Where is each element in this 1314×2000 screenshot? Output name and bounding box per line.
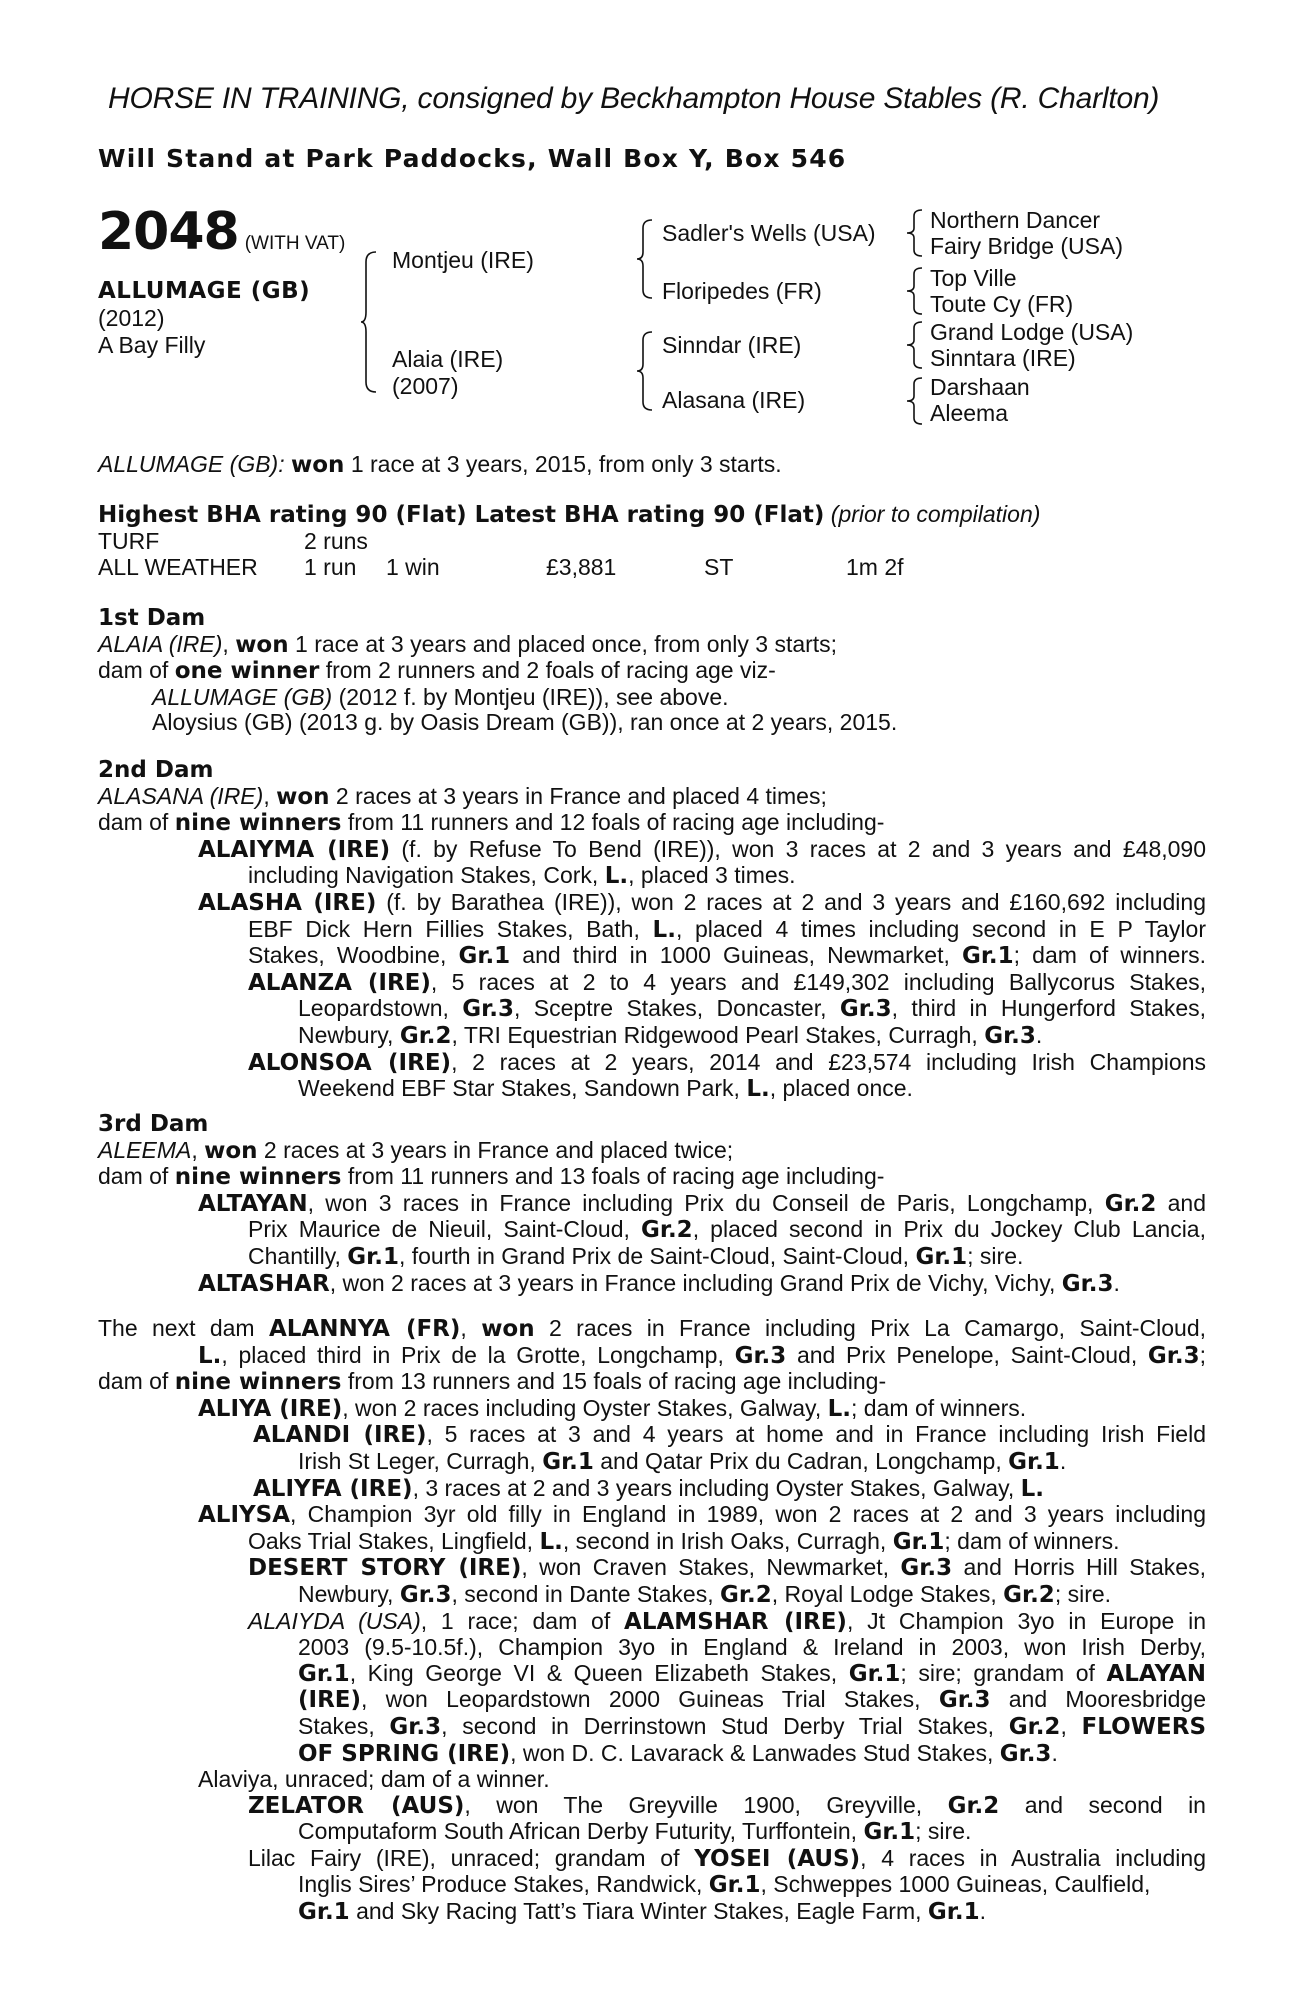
text-nextdam-c2a: ALANDI (IRE) bbox=[253, 1422, 427, 1449]
lot-number-block bbox=[98, 202, 345, 262]
horse-description: A Bay Filly bbox=[98, 332, 206, 358]
text-dam1-l1d: 1 race at 3 years and placed once, from only 3 starts; bbox=[288, 630, 838, 657]
aw-wins: 1 win bbox=[386, 553, 440, 580]
aw-label: ALL WEATHER bbox=[98, 553, 258, 580]
text-nextdam-l3a: dam of bbox=[98, 1368, 175, 1395]
third-dam-section bbox=[98, 1112, 1206, 1297]
turf-runs: 2 runs bbox=[304, 527, 368, 554]
text-line bbox=[98, 1555, 1206, 1582]
text-dam2-a2a: ALASHA (IRE) bbox=[198, 889, 377, 916]
text-nextdam-c6e: 2003 (9.5-10.5f.), Champion 3yo in England & Ireland in 2003, won Irish Derby, bbox=[298, 1634, 1206, 1661]
text-line bbox=[98, 863, 1206, 890]
text-nextdam-c2b: , 5 races at 3 and 4 years at home and in France including Irish Field bbox=[426, 1421, 1206, 1448]
text-dam3-b1h: Chantilly, bbox=[248, 1242, 348, 1269]
text-nextdam-l3b: nine winners bbox=[174, 1369, 342, 1396]
dam: Alaia (IRE) bbox=[392, 346, 504, 372]
dam-dam: Alasana (IRE) bbox=[662, 387, 806, 413]
text-line bbox=[98, 996, 1206, 1023]
text-dam2-a1c: including Navigation Stakes, Cork, bbox=[248, 862, 605, 889]
sire-sire: Sadler's Wells (USA) bbox=[662, 220, 876, 246]
text-dam3-b1b: , won 3 races in France including Prix du Conseil de Paris, Longchamp, bbox=[307, 1189, 1105, 1216]
text-nextdam-c6m: Gr.3 bbox=[938, 1687, 991, 1714]
text-line bbox=[98, 502, 1206, 529]
text-nextdam-c8f: Gr.1 bbox=[863, 1819, 916, 1846]
text-dam3-l1a: ALEEMA bbox=[98, 1136, 192, 1163]
text-line bbox=[98, 1023, 1206, 1050]
text-nextdam-c6p: Gr.3 bbox=[389, 1713, 442, 1740]
aw-course: ST bbox=[704, 553, 734, 580]
text-line bbox=[98, 658, 1206, 685]
text-dam3-l2b: nine winners bbox=[174, 1164, 342, 1191]
text-nextdam-c8e: Computaform South African Derby Futurity, Turffontein, bbox=[298, 1818, 864, 1845]
text-line bbox=[98, 1422, 1206, 1449]
text-nextdam-c5i: , Royal Lodge Stakes, bbox=[771, 1580, 1004, 1607]
text-nextdam-c1b: , won 2 races including Oyster Stakes, Galway, bbox=[342, 1394, 828, 1421]
text-dam3-b1d: and bbox=[1156, 1189, 1207, 1216]
text-nextdam-l1e: 2 races in France including Prix La Camargo, Saint-Cloud, bbox=[534, 1315, 1207, 1341]
text-nextdam-l1a: The next dam bbox=[98, 1315, 269, 1341]
text-nextdam-c2d: Gr.1 bbox=[542, 1448, 594, 1475]
text-line bbox=[98, 1050, 1206, 1077]
text-nextdam-c5c: Gr.3 bbox=[900, 1555, 953, 1582]
gen3-1: Northern Dancer bbox=[930, 207, 1101, 233]
record-turf bbox=[98, 529, 1206, 555]
text-nextdam-c4e: , second in Irish Oaks, Curragh, bbox=[562, 1527, 893, 1554]
text-dam3-l2a: dam of bbox=[98, 1163, 175, 1190]
gen3-5: Grand Lodge (USA) bbox=[930, 319, 1134, 345]
sire-line-brace bbox=[636, 218, 656, 300]
text-nextdam-c4a: ALIYSA bbox=[198, 1502, 291, 1529]
race-summary bbox=[98, 452, 1206, 479]
text-nextdam-c4b: , Champion 3yr old filly in England in 1989, won 2 races at 2 and 3 years including bbox=[290, 1501, 1206, 1528]
text-dam3-b1j: , fourth in Grand Prix de Saint-Cloud, Saint-Cloud, bbox=[398, 1242, 916, 1269]
text-dam2-a2i: Gr.1 bbox=[961, 943, 1014, 970]
text-dam3-b2a: ALTASHAR bbox=[198, 1270, 330, 1297]
dam-sire: Sinndar (IRE) bbox=[662, 332, 802, 358]
text-line bbox=[98, 1609, 1206, 1636]
text-dam2-a2d: L. bbox=[652, 916, 676, 943]
text-dam2-a2f: Stakes, Woodbine, bbox=[248, 942, 459, 969]
text-nextdam-c6r: Gr.2 bbox=[1008, 1713, 1061, 1740]
text-nextdam-c6s: , bbox=[1060, 1712, 1082, 1739]
text-line bbox=[98, 917, 1206, 944]
second-dam-title: 2nd Dam bbox=[98, 757, 214, 783]
text-dam1-l2c: from 2 runners and 2 foals of racing age viz- bbox=[319, 657, 776, 684]
stand-location: Will Stand at Park Paddocks, Wall Box Y, Box 546 bbox=[98, 144, 847, 173]
text-nextdam-c6t: FLOWERS bbox=[1081, 1713, 1207, 1740]
aw-prize: £3,881 bbox=[546, 553, 617, 580]
horse-name: ALLUMAGE (GB) bbox=[98, 278, 311, 304]
gen3-3: Top Ville bbox=[930, 265, 1017, 291]
text-dam3-b1l: ; sire. bbox=[967, 1242, 1024, 1269]
rating-note: (prior to compilation) bbox=[830, 501, 1041, 527]
text-line bbox=[98, 1819, 1206, 1846]
text-line bbox=[98, 1343, 1206, 1370]
text-nextdam-c3a: ALIYFA (IRE) bbox=[253, 1475, 413, 1502]
text-nextdam-c4d: L. bbox=[539, 1528, 563, 1555]
text-nextdam-c2e: and Qatar Prix du Cadran, Longchamp, bbox=[593, 1447, 1009, 1474]
text-dam1-l2a: dam of bbox=[98, 657, 175, 684]
consignment-heading: HORSE IN TRAINING, consigned by Beckhampton House Stables (R. Charlton) bbox=[108, 82, 1160, 115]
sire-dam-brace bbox=[360, 250, 380, 395]
text-nextdam-c9f: , Schweppes 1000 Guineas, Caulfield, bbox=[760, 1871, 1151, 1898]
text-dam2-a4e: , placed once. bbox=[769, 1075, 913, 1102]
text-line bbox=[98, 1316, 1206, 1343]
gen3-4: Toute Cy (FR) bbox=[930, 291, 1074, 317]
first-dam-section bbox=[98, 606, 1206, 736]
text-dam2-l1d: 2 races at 3 years in France and placed 4 times; bbox=[329, 782, 827, 809]
gen3-6: Sinntara (IRE) bbox=[930, 345, 1076, 371]
text-line bbox=[98, 1191, 1206, 1218]
text-dam3-b1i: Gr.1 bbox=[347, 1243, 399, 1270]
text-dam3-b1g: , placed second in Prix du Jockey Club Lancia, bbox=[692, 1216, 1206, 1243]
text-nextdam-c8b: , won The Greyville 1900, Greyville, bbox=[464, 1791, 948, 1818]
text-nextdam-c6f: Gr.1 bbox=[298, 1660, 350, 1687]
text-line bbox=[98, 1244, 1206, 1271]
text-dam3-b1e: Prix Maurice de Nieuil, Saint-Cloud, bbox=[248, 1216, 641, 1243]
text-nextdam-c6o: Stakes, bbox=[298, 1712, 390, 1739]
lot-number: 2048 bbox=[98, 202, 239, 262]
text-nextdam-c5b: , won Craven Stakes, Newmarket, bbox=[521, 1554, 901, 1581]
text-dam3-l1d: 2 races at 3 years in France and placed twice; bbox=[257, 1136, 734, 1163]
text-nextdam-c6a: ALAIYDA (USA) bbox=[248, 1607, 421, 1634]
text-dam2-a2b: (f. by Barathea (IRE)), won 2 races at 2 and 3 years and £160,692 including bbox=[376, 888, 1206, 915]
gen3-brace-4 bbox=[906, 376, 926, 426]
text-nextdam-c6u: OF SPRING (IRE) bbox=[298, 1740, 511, 1767]
text-dam2-l2b: nine winners bbox=[174, 810, 342, 837]
text-dam1-l1c: won bbox=[235, 631, 289, 658]
text-line bbox=[98, 837, 1206, 864]
sire: Montjeu (IRE) bbox=[392, 247, 534, 273]
text-dam2-l1b: , bbox=[263, 782, 277, 809]
text-line bbox=[98, 1076, 1206, 1103]
text-nextdam-c9c: , 4 races in Australia including bbox=[860, 1844, 1206, 1871]
text-line bbox=[98, 1529, 1206, 1556]
summary-won: won bbox=[291, 452, 345, 478]
text-nextdam-c6g: , King George VI & Queen Elizabeth Stakes, bbox=[349, 1659, 849, 1686]
text-dam2-l2c: from 11 runners and 12 foals of racing age including- bbox=[341, 809, 885, 836]
text-dam2-a3a: ALANZA (IRE) bbox=[248, 969, 431, 996]
text-line bbox=[98, 784, 1206, 811]
text-dam2-a1d: L. bbox=[604, 863, 629, 890]
text-dam1-l1b: , bbox=[222, 630, 236, 657]
text-nextdam-l2b: , placed third in Prix de la Grotte, Longchamp, bbox=[221, 1341, 735, 1368]
text-nextdam-c3c: L. bbox=[1020, 1475, 1045, 1502]
text-dam2-a3b: , 5 races at 2 to 4 years and £149,302 including Ballycorus Stakes, bbox=[430, 968, 1206, 995]
text-nextdam-c8a: ZELATOR (AUS) bbox=[248, 1792, 465, 1819]
text-dam2-a3l: . bbox=[1035, 1021, 1043, 1048]
text-nextdam-c5a: DESERT STORY (IRE) bbox=[248, 1555, 522, 1582]
text-dam3-b1a: ALTAYAN bbox=[198, 1190, 308, 1217]
text-nextdam-c1a: ALIYA (IRE) bbox=[198, 1395, 343, 1422]
third-dam-title: 3rd Dam bbox=[98, 1111, 209, 1137]
text-line bbox=[98, 1872, 1206, 1899]
text-nextdam-c4f: Gr.1 bbox=[892, 1528, 945, 1555]
text-nextdam-c6w: Gr.3 bbox=[999, 1740, 1052, 1767]
gen3-8: Aleema bbox=[930, 400, 1008, 426]
text-nextdam-c6n: and Mooresbridge bbox=[990, 1686, 1206, 1713]
text-dam2-a3h: Newbury, bbox=[298, 1021, 400, 1048]
text-nextdam-c6v: , won D. C. Lavarack & Lanwades Stud Stakes, bbox=[510, 1739, 1000, 1766]
text-nextdam-c8g: ; sire. bbox=[915, 1818, 972, 1845]
rating-block bbox=[98, 502, 1206, 581]
text-dam2-a1a: ALAIYMA (IRE) bbox=[198, 836, 391, 863]
text-dam2-a2j: ; dam of winners. bbox=[1013, 942, 1206, 969]
text-dam2-a3i: Gr.2 bbox=[399, 1022, 452, 1049]
text-nextdam-c5f: Gr.3 bbox=[399, 1581, 452, 1608]
gen3-brace-3 bbox=[906, 320, 926, 370]
text-line bbox=[98, 1138, 1206, 1165]
text-line bbox=[98, 632, 1206, 659]
text-nextdam-l1c: , bbox=[460, 1315, 482, 1341]
text-nextdam-c6b: , 1 race; dam of bbox=[420, 1607, 625, 1634]
text-line bbox=[98, 1271, 1206, 1298]
text-line bbox=[98, 1793, 1206, 1820]
dam-year: (2007) bbox=[392, 373, 459, 399]
text-nextdam-c9g: Gr.1 bbox=[298, 1899, 350, 1926]
text-nextdam-l3c: from 13 runners and 15 foals of racing age including- bbox=[341, 1368, 887, 1395]
text-line bbox=[98, 1846, 1206, 1873]
text-nextdam-c9j: . bbox=[979, 1898, 986, 1925]
text-nextdam-c6q: , second in Derrinstown Stud Derby Trial Stakes, bbox=[441, 1712, 1009, 1739]
text-nextdam-c2c: Irish St Leger, Curragh, bbox=[298, 1447, 543, 1474]
text-dam2-a3e: , Sceptre Stakes, Doncaster, bbox=[513, 995, 840, 1022]
text-nextdam-c5d: and Horris Hill Stakes, bbox=[952, 1554, 1206, 1581]
text-dam2-a3g: , third in Hungerford Stakes, bbox=[891, 995, 1207, 1022]
text-nextdam-c9e: Gr.1 bbox=[708, 1872, 761, 1899]
text-nextdam-l2c: Gr.3 bbox=[734, 1342, 787, 1369]
text-line: ALLUMAGE (GB): won 1 race at 3 years, 2015, from only 3 starts. bbox=[98, 451, 782, 478]
text-nextdam-c6c: ALAMSHAR (IRE) bbox=[624, 1608, 847, 1635]
gen3-2: Fairy Bridge (USA) bbox=[930, 233, 1123, 259]
second-dam-section bbox=[98, 758, 1206, 1103]
first-dam-title: 1st Dam bbox=[98, 605, 206, 631]
text-dam3-l2c: from 11 runners and 13 foals of racing age including- bbox=[341, 1163, 885, 1190]
text-line bbox=[98, 1502, 1206, 1529]
text-dam3-b2d: . bbox=[1113, 1269, 1120, 1296]
summary-rest: 1 race at 3 years, 2015, from only 3 starts. bbox=[350, 451, 782, 477]
text-line bbox=[98, 1582, 1206, 1609]
text-nextdam-c5h: Gr.2 bbox=[720, 1581, 772, 1608]
text-line bbox=[98, 890, 1206, 917]
text-dam2-a2g: Gr.1 bbox=[458, 943, 511, 970]
text-nextdam-c9b: YOSEI (AUS) bbox=[694, 1845, 861, 1872]
text-nextdam-c1c: L. bbox=[827, 1395, 852, 1422]
text-dam2-a3j: , TRI Equestrian Ridgewood Pearl Stakes, Curragh, bbox=[451, 1021, 985, 1048]
text-nextdam-l2a: L. bbox=[198, 1342, 222, 1369]
text-dam3-b2b: , won 2 races at 3 years in France including Grand Prix de Vichy, Vichy, bbox=[329, 1269, 1062, 1296]
text-dam3-b1f: Gr.2 bbox=[641, 1217, 693, 1244]
text-line bbox=[98, 1661, 1206, 1688]
text-nextdam-c5k: ; sire. bbox=[1054, 1580, 1112, 1607]
gen3-brace-2 bbox=[906, 266, 926, 316]
text-line bbox=[98, 1476, 1206, 1503]
text-dam2-a4c: Weekend EBF Star Stakes, Sandown Park, bbox=[298, 1075, 747, 1102]
text-dam2-a2e: , placed 4 times including second in E P Taylor bbox=[675, 915, 1206, 942]
horse-identity bbox=[98, 278, 310, 359]
text-dam3-l1b: , bbox=[191, 1136, 205, 1163]
text-dam2-a2c: EBF Dick Hern Fillies Stakes, Bath, bbox=[248, 915, 653, 942]
text-nextdam-c8c: Gr.2 bbox=[947, 1792, 1000, 1819]
aw-runs: 1 run bbox=[304, 553, 357, 580]
text-nextdam-c6h: Gr.1 bbox=[848, 1660, 901, 1687]
text-nextdam-c6k: (IRE) bbox=[298, 1687, 362, 1714]
text-dam2-l1c: won bbox=[276, 783, 330, 810]
text-line bbox=[98, 1396, 1206, 1423]
text-nextdam-l2f: ; bbox=[1199, 1341, 1206, 1368]
text-line bbox=[98, 970, 1206, 997]
sire-dam: Floripedes (FR) bbox=[662, 278, 822, 304]
summary-horse: ALLUMAGE (GB) bbox=[98, 451, 279, 477]
text-dam1-l3a: ALLUMAGE (GB) bbox=[152, 683, 333, 710]
text-line bbox=[98, 1714, 1206, 1741]
gen3-7: Darshaan bbox=[930, 374, 1030, 400]
text-line bbox=[98, 943, 1206, 970]
text-dam1-l4: Aloysius (GB) (2013 g. by Oasis Dream (GB)), ran once at 2 years, 2015. bbox=[152, 709, 898, 736]
text-nextdam-l1d: won bbox=[481, 1316, 535, 1342]
text-nextdam-c2g: . bbox=[1059, 1447, 1067, 1474]
text-nextdam-c6l: , won Leopardstown 2000 Guineas Trial Stakes, bbox=[361, 1686, 939, 1713]
text-dam2-a1e: , placed 3 times. bbox=[628, 862, 796, 889]
aw-distance: 1m 2f bbox=[846, 553, 904, 580]
text-dam1-l1a: ALAIA (IRE) bbox=[98, 630, 223, 657]
text-dam2-a3f: Gr.3 bbox=[839, 996, 892, 1023]
text-nextdam-c9d: Inglis Sires’ Produce Stakes, Randwick, bbox=[298, 1871, 709, 1898]
text-dam2-a3d: Gr.3 bbox=[462, 996, 514, 1023]
text-nextdam-c8d: and second in bbox=[999, 1791, 1206, 1818]
text-nextdam-c1d: ; dam of winners. bbox=[851, 1394, 1027, 1421]
horse-year: (2012) bbox=[98, 305, 165, 331]
text-nextdam-c2f: Gr.1 bbox=[1008, 1448, 1060, 1475]
text-nextdam-c9i: Gr.1 bbox=[927, 1899, 980, 1926]
text-nextdam-c6x: . bbox=[1051, 1739, 1058, 1766]
text-nextdam-c6i: ; sire; grandam of bbox=[900, 1659, 1107, 1686]
text-dam3-b1k: Gr.1 bbox=[915, 1243, 968, 1270]
text-dam2-a2h: and third in 1000 Guineas, Newmarket, bbox=[510, 942, 962, 969]
text-nextdam-c5g: , second in Dante Stakes, bbox=[451, 1580, 721, 1607]
text-nextdam-l1b: ALANNYA (FR) bbox=[268, 1316, 461, 1342]
text-line bbox=[98, 1164, 1206, 1191]
text-dam2-a4b: , 2 races at 2 years, 2014 and £23,574 including Irish Champions bbox=[451, 1048, 1207, 1075]
text-nextdam-c6j: ALAYAN bbox=[1106, 1660, 1207, 1687]
text-nextdam-c4c: Oaks Trial Stakes, Lingfield, bbox=[248, 1527, 540, 1554]
text-nextdam-c9h: and Sky Racing Tatt’s Tiara Winter Stakes, Eagle Farm, bbox=[349, 1898, 928, 1925]
text-nextdam-c3b: , 3 races at 2 and 3 years including Oyster Stakes, Galway, bbox=[412, 1474, 1021, 1501]
text-nextdam-c5e: Newbury, bbox=[298, 1580, 400, 1607]
text-line bbox=[98, 1217, 1206, 1244]
text-nextdam-c9a: Lilac Fairy (IRE), unraced; grandam of bbox=[248, 1844, 695, 1871]
text-line bbox=[98, 1449, 1206, 1476]
text-line bbox=[98, 810, 1206, 837]
text-dam2-a4a: ALONSOA (IRE) bbox=[248, 1049, 452, 1076]
text-dam3-b2c: Gr.3 bbox=[1061, 1270, 1114, 1297]
text-nextdam-c4g: ; dam of winners. bbox=[944, 1527, 1120, 1554]
next-dam-section bbox=[98, 1316, 1206, 1926]
text-nextdam-l2d: and Prix Penelope, Saint-Cloud, bbox=[786, 1341, 1148, 1368]
gen3-brace-1 bbox=[906, 208, 926, 258]
text-nextdam-l2e: Gr.3 bbox=[1147, 1342, 1200, 1369]
text-dam3-l1c: won bbox=[204, 1137, 258, 1164]
text-dam2-a3c: Leopardstown, bbox=[298, 995, 463, 1022]
text-dam2-l2a: dam of bbox=[98, 809, 175, 836]
text-line bbox=[98, 1369, 1206, 1396]
text-dam1-l2b: one winner bbox=[174, 658, 320, 685]
text-dam3-b1c: Gr.2 bbox=[1104, 1190, 1157, 1217]
record-all-weather bbox=[98, 555, 1206, 581]
dam-line-brace bbox=[636, 330, 656, 412]
turf-label: TURF bbox=[98, 527, 160, 554]
text-dam2-a4d: L. bbox=[746, 1076, 770, 1103]
text-dam1-l3b: (2012 f. by Montjeu (IRE)), see above. bbox=[332, 683, 729, 710]
text-line bbox=[98, 1687, 1206, 1714]
rating-text: Highest BHA rating 90 (Flat) Latest BHA rating 90 (Flat) bbox=[98, 502, 825, 528]
text-nextdam-c7: Alaviya, unraced; dam of a winner. bbox=[198, 1766, 550, 1793]
text-dam2-l1a: ALASANA (IRE) bbox=[98, 782, 264, 809]
text-nextdam-c5j: Gr.2 bbox=[1003, 1581, 1055, 1608]
text-dam2-a1b: (f. by Refuse To Bend (IRE)), won 3 races at 2 and 3 years and £48,090 bbox=[390, 835, 1206, 862]
text-line bbox=[98, 1741, 1206, 1768]
text-dam2-a3k: Gr.3 bbox=[984, 1022, 1036, 1049]
text-nextdam-c6d: , Jt Champion 3yo in Europe in bbox=[846, 1607, 1206, 1634]
text-line bbox=[98, 1899, 1206, 1926]
text-line bbox=[98, 685, 1206, 711]
vat-note: (WITH VAT) bbox=[244, 233, 346, 254]
